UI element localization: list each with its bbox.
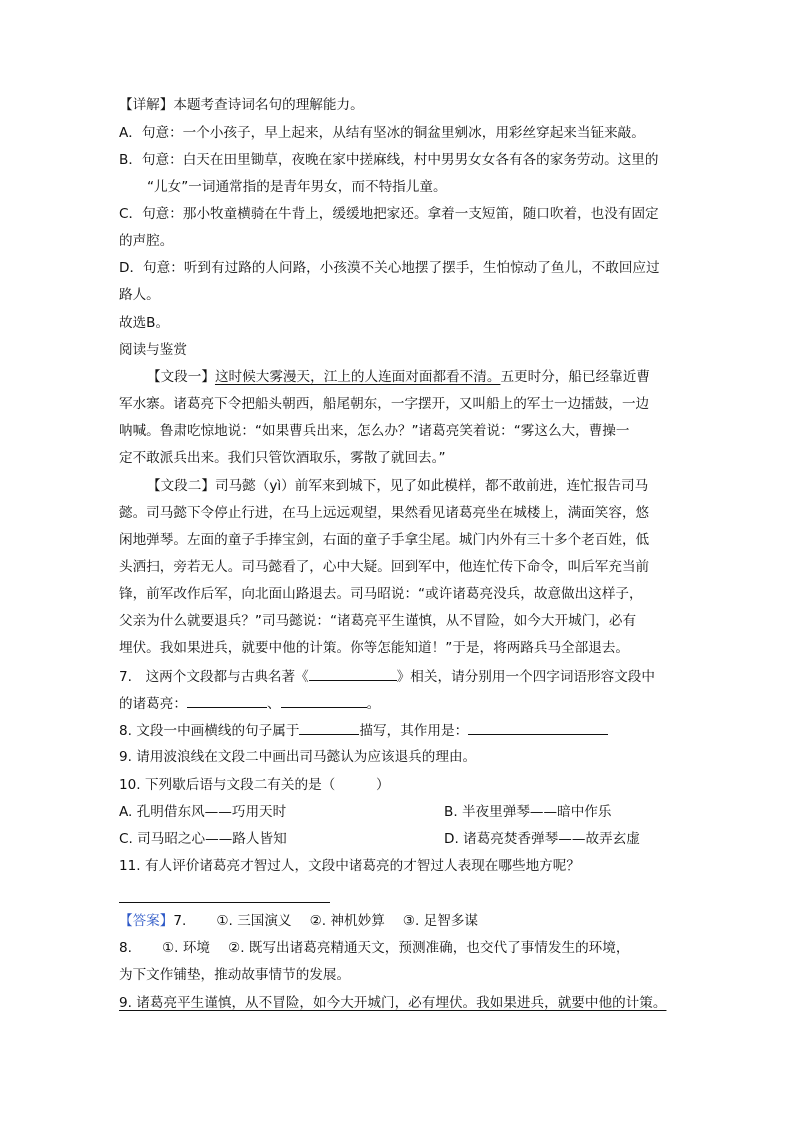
passage1-rest: 五更时分，船已经靠近曹: [500, 369, 650, 385]
option-a[interactable]: A. 孔明借东风——巧用天时: [119, 804, 287, 820]
answer-7: [119, 911, 679, 933]
question-7: [119, 666, 679, 688]
explain-option-b: B．句意：白天在田里锄草，夜晚在家中搓麻线，村中男男女女各有各的家务劳动。这里的: [119, 152, 659, 168]
passage2-line: 埋伏。我如果进兵，就要中他的计策。你等怎能知道！”于是，将两路兵马全部退去。: [119, 640, 630, 656]
question-7-end: 。: [366, 696, 381, 712]
answer-7-part1: ①. 三国演义: [216, 913, 292, 929]
question-7-blank-word1[interactable]: [187, 693, 267, 708]
explain-text: 本题考查诗词名句的理解能力。: [173, 97, 364, 113]
question-8-text-b: 描写，其作用是：: [359, 723, 469, 739]
answer-8-part1: ①. 环境: [161, 940, 211, 956]
question-11: 11. 有人评价诸葛亮才智过人，文段中诸葛亮的才智过人表现在哪些地方呢？: [119, 858, 580, 874]
question-9: 9. 请用波浪线在文段二中画出司马懿认为应该退兵的理由。: [119, 749, 477, 765]
question-10-options-row2: [119, 829, 679, 851]
passage1-tag: 【文段一】: [147, 369, 215, 385]
passage2-line: 头洒扫，旁若无人。司马懿看了，心中大疑。回到军中，他连忙传下命令，叫后军充当前: [119, 559, 650, 575]
answer-9: 9. 诸葛亮平生谨慎，从不冒险，如今大开城门，必有埋伏。我如果进兵，就要中他的计策。: [119, 995, 667, 1011]
passage1-line: 军水寨。诸葛亮下令把船头朝西，船尾朝东，一字摆开，又叫船上的军士一边擂鼓，一边: [119, 396, 650, 412]
passage2-first-text: 司马懿（yì）前军来到城下，见了如此模样，都不敢前进，连忙报告司马: [214, 478, 649, 494]
answer-tag: 【答案】: [119, 913, 174, 929]
explain-option-d-cont: 路人。: [119, 287, 160, 303]
answer-8-num: 8.: [119, 940, 132, 956]
passage2-tag: 【文段二】: [147, 478, 215, 494]
explain-option-a: A．句意：一个小孩子，早上起来，从结有坚冰的铜盆里剜冰，用彩丝穿起来当钲来敲。: [119, 125, 645, 141]
explain-option-c: C．句意：那小牧童横骑在牛背上，缓缓地把家还。拿着一支短笛，随口吹着，也没有固定: [119, 206, 659, 222]
option-d[interactable]: D. 诸葛亮焚香弹琴——故弄玄虚: [444, 831, 640, 847]
question-7-cont: [119, 693, 679, 715]
question-7-sep: 、: [266, 696, 281, 712]
question-7-text-b: 》相关，请分别用一个四字词语形容文段中: [396, 669, 655, 685]
question-8-text-a: 8. 文段一中画横线的句子属于: [119, 723, 300, 739]
explain-conclusion: 故选B。: [119, 315, 170, 331]
answer-8-part2: ②. 既写出诸葛亮精通天文，预测准确，也交代了事情发生的环境，: [228, 940, 630, 956]
explain-option-b-cont: “儿女”一词通常指的是青年男女，而不特指儿童。: [147, 179, 447, 195]
passage1-line: 呐喊。鲁肃吃惊地说：“如果曹兵出来，怎么办？”诸葛亮笑着说：“雾这么大，曹操一: [119, 423, 630, 439]
answer-7-part2: ②. 神机妙算: [309, 913, 385, 929]
question-7-blank-book[interactable]: [309, 666, 397, 681]
divider-line: [119, 902, 330, 903]
explain-heading: [119, 95, 679, 117]
option-c[interactable]: C. 司马昭之心——路人皆知: [119, 831, 287, 847]
answer-8-cont: 为下文作铺垫，推动故事情节的发展。: [119, 967, 351, 983]
explain-option-c-cont: 的声腔。: [119, 233, 174, 249]
question-10: 10. 下列歇后语与文段二有关的是（ ）: [119, 777, 390, 793]
passage2-line: 父亲为什么就要退兵？”司马懿说：“诸葛亮平生谨慎，从不冒险，如今大开城门，必有: [119, 613, 637, 629]
question-7-text-c: 的诸葛亮：: [119, 696, 187, 712]
section-heading: 阅读与鉴赏: [119, 342, 187, 358]
passage1-underlined-sentence: 这时候大雾漫天，江上的人连面对面都看不清。: [214, 369, 501, 385]
passage1-line: 定不敢派兵出来。我们只管饮酒取乐，雾散了就回去。”: [119, 450, 446, 466]
question-10-options-row1: [119, 802, 679, 824]
passage2-line: 懿。司马懿下令停止行进，在马上远远观望，果然看见诸葛亮坐在城楼上，满面笑容，悠: [119, 505, 650, 521]
explain-option-d: D．句意：听到有过路的人问路，小孩漠不关心地摆了摆手，生怕惊动了鱼儿，不敢回应过: [119, 260, 660, 276]
question-7-blank-word2[interactable]: [281, 693, 367, 708]
passage2-line: 锋，前军改作后军，向北面山路退去。司马昭说：“或许诸葛亮没兵，故意做出这样子，: [119, 586, 643, 602]
option-b[interactable]: B. 半夜里弹琴——暗中作乐: [444, 804, 612, 820]
answer-7-part3: ③. 足智多谋: [402, 913, 479, 929]
passage2-first-line: [147, 476, 707, 498]
question-7-text-a: 7. 这两个文段都与古典名著《: [119, 669, 309, 685]
answer-8: [119, 938, 679, 960]
explain-tag: 【详解】: [119, 97, 174, 113]
question-8-blank-type[interactable]: [299, 720, 359, 735]
question-8: [119, 720, 679, 742]
passage1-first-line: [147, 367, 707, 389]
question-8-blank-effect[interactable]: [468, 720, 608, 735]
answer-7-num: 7.: [173, 913, 187, 929]
passage2-line: 闲地弹琴。左面的童子手捧宝剑，右面的童子手拿尘尾。城门内外有三十多个老百姓，低: [119, 532, 650, 548]
